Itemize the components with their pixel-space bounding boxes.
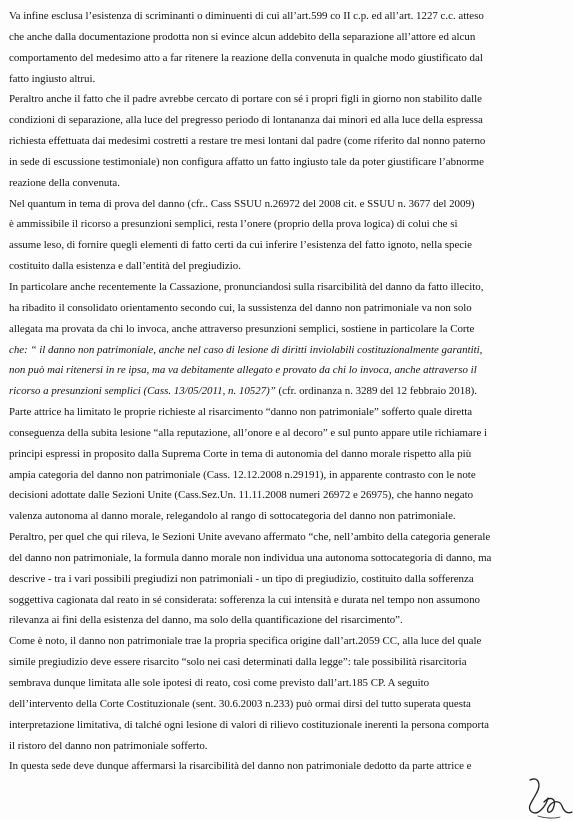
paragraph [9,6,561,89]
text-line: comportamento del medesimo atto a far ritenere la reazione della convenuta in qualche modo giustificato dal [9,51,483,64]
text-line: fatto ingiusto altrui. [9,72,96,85]
quoted-text: ricorso a presunzioni semplici (Cass. 13/05/2011, n. 10527)” [9,385,276,398]
text-line: Nel quantum in tema di prova del danno (cfr.. Cass SSUU n.26972 del 2008 cit. e SSUU n. 3677 del 2009) [9,197,475,210]
paragraph [9,194,561,277]
text-line: interpretazione limitativa, di talché ogni lesione di valori di rilievo costituzionale inerenti la persona comporta [9,718,489,731]
text-line: In particolare anche recentemente la Cassazione, pronunciandosi sulla risarcibilità del danno da fatto illecito, [9,280,484,293]
text-line: Peraltro, per quel che qui rileva, le Sezioni Unite avevano affermato “che, nell’ambito della categoria generale [9,531,491,544]
citation-text: (cfr. ordinanza n. 3289 del 12 febbraio 2018). [275,385,477,398]
text-line: dell’intervento della Corte Costituzionale (sent. 30.6.2003 n.233) può ormai dirsi del tutto superata questa [9,697,471,710]
text-line: valenza autonoma al danno morale, relegandolo al rango di sottocategoria del danno non patrimoniale. [9,510,456,523]
paragraph [9,631,561,756]
text-line: è ammissibile il ricorso a presunzioni semplici, resta l’onere (proprio della prova logica) di colui che si [9,218,458,231]
text-line [9,381,561,402]
text-line: che anche dalla documentazione prodotta non si evince alcun addebito della separazione all’attore ed alcun [9,30,476,43]
paragraph [9,756,561,777]
text-line: del danno non patrimoniale, la formula danno morale non individua una autonoma sottocategoria di danno, ma [9,551,492,564]
text-line: Va infine esclusa l’esistenza di scriminanti o diminuenti di cui all’art.599 co II c.p. ed all’art. 1227 c.c. atteso [9,10,484,22]
text-line: costituito dalla esistenza e dall’entità del pregiudizio. [9,260,241,273]
text-line: in sede di escussione testimoniale) non configura affatto un fatto ingiusto tale da poter giustificare l’abnorme [9,155,484,168]
text-line: decisioni adottate dalle Sezioni Unite (Cass.Sez.Un. 11.11.2008 numeri 26972 e 26975), che hanno negato [9,489,474,502]
text-line: ha ribadito il consolidato orientamento secondo cui, la sussistenza del danno non patrimoniale va non solo [9,301,472,314]
text-line: sembrava dunque limitata alle sole ipotesi di reato, così come previsto dall’art.185 CP. A seguito [9,677,430,689]
text-line: reazione della convenuta. [9,176,120,189]
text-line: rilevanza ai fini della esistenza del danno, ma solo della quantificazione del risarcimento”. [9,614,403,627]
text-line: ampia categoria del danno non patrimoniale (Cass. 12.12.2008 n.29191), in apparente contrasto con le note [9,468,476,481]
text-line: principi espressi in proposito dalla Suprema Corte in tema di autonomia del danno morale rispetto alla più [9,447,472,460]
text-line: allegata ma provata da chi lo invoca, anche attraverso presunzioni semplici, sostiene in particolare la Corte [9,322,475,335]
text-line: non può mai ritenersi in re ipsa, ma va debitamente allegato e provato da chi lo invoca, anche attraverso il [9,364,477,377]
text-line: condizioni di separazione, alla luce del pregresso periodo di lontananza dai minori ed alla luce della espressa [9,114,483,127]
document-body [9,6,561,777]
paragraph [9,277,561,402]
text-line: richiesta effettuata dai medesimi costretti a restare tre mesi lontani dal padre (come riferito dal nonno paterno [9,135,486,148]
text-line: che: “ il danno non patrimoniale, anche nel caso di lesione di diritti inviolabili costituzionalmente garantiti, [9,343,483,356]
text-line: soggettiva cagionata dal reato in sé considerata: sofferenza la cui intensità e durata nel tempo non assumono [9,593,480,606]
text-line: simile pregiudizio deve essere risarcito “solo nei casi determinati dalla legge”: tale possibilità risarcitoria [9,656,467,669]
text-line: Parte attrice ha limitato le proprie richieste al risarcimento “danno non patrimoniale” sofferto quale diretta [9,406,473,419]
text-line: descrive - tra i vari possibili pregiudizi non patrimoniali - un tipo di pregiudizio, costituito dalla sofferenza [9,572,474,585]
text-line: il ristoro del danno non patrimoniale sofferto. [9,739,208,752]
handwritten-signature [524,772,573,822]
text-line: Peraltro anche il fatto che il padre avrebbe cercato di portare con sé i propri figli in giorno non stabilito dalle [9,93,482,106]
text-line: In questa sede deve dunque affermarsi la risarcibilità del danno non patrimoniale dedotto da parte attrice e [9,760,472,773]
paragraph [9,402,561,527]
text-line: Come è noto, il danno non patrimoniale trae la propria specifica origine dall’art.2059 CC, alla luce del quale [9,635,482,648]
text-line: assume leso, di fornire quegli elementi di fatto certi da cui inferire l’esistenza del fatto ignoto, nella specie [9,239,472,252]
paragraph [9,527,561,631]
paragraph [9,89,561,193]
text-line: conseguenza della subita lesione “alla reputazione, all’onore e al decoro” e sul punto appare utile richiamare i [9,426,488,439]
